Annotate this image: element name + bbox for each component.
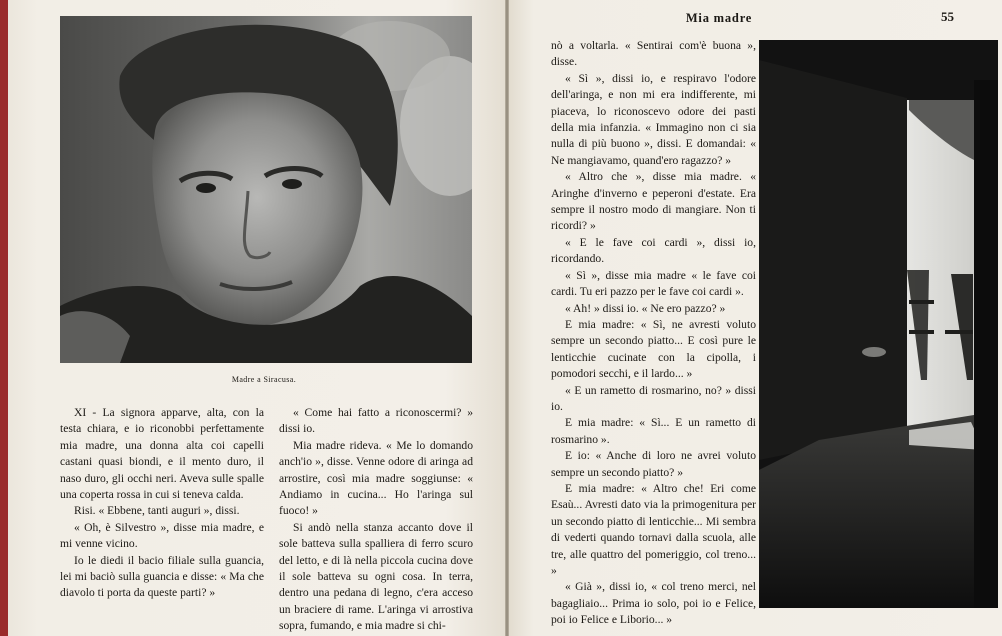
paragraph: E mia madre: « Sì, ne avresti voluto sempre un secondo piatto... E così pure le lenticchie cucinate con la cipolla, i pomodori secchi, e il lardo... »: [551, 317, 756, 381]
paragraph: « Altro che », disse mia madre. « Aringhe d'inverno e peperoni d'estate. Era sempre il nostro modo di mangiare. Non ti ricordi? »: [551, 170, 756, 233]
right-page: [509, 0, 1002, 636]
portrait-image: [60, 16, 472, 363]
paragraph: E mia madre: « Altro che! Eri come Esaù... Avresti dato via la primogenitura per un secondo piatto di lenticchie... Mi sembra di vederti quando tornavi dalla scuola, alle tre, alle quattro del pomeriggio, col treno... »: [551, 481, 756, 577]
paragraph: E mia madre: « Sì... E un rametto di rosmarino ».: [551, 416, 756, 446]
left-page: [8, 0, 505, 636]
paragraph: nò a voltarla. « Sentirai com'è buona », disse.: [551, 39, 756, 69]
doorway-photo: [759, 40, 998, 608]
paragraph: Mia madre rideva. « Me lo domando anch'io », disse. Venne odore di aringa ad arrostire, così mia madre soggiunse: « Andiamo in cucina... Ho l'aringa sul fuoco! »: [279, 438, 473, 518]
right-text-column: [551, 38, 756, 629]
doorway-image: [759, 40, 998, 608]
paragraph: « E un rametto di rosmarino, no? » dissi io.: [551, 383, 756, 413]
paragraph: « Sì », dissi io, e respiravo l'odore dell'aringa, e non mi era indifferente, mi piaceva, lo riconoscevo odore dei pasti della mia infanzia. « Immagino non ci sia nulla di più buono », dissi. E domandai: « Ne mangiavamo, quand'ero ragazzo? »: [551, 71, 756, 167]
paragraph: « Come hai fatto a riconoscermi? » dissi io.: [279, 406, 473, 436]
paragraph: E io: « Anche di loro ne avrei voluto sempre un secondo piatto? »: [551, 449, 756, 479]
paragraph: Si andò nella stanza accanto dove il sole batteva sulla spalliera di ferro scuro del letto, e di là nella piccola cucina dove il sole batteva su ogni cosa. In terra, dentro una pedana di legno, c'era acceso un braciere di rame. L'aringa vi arrostiva sopra, fumando, e mia madre si chi-: [279, 520, 473, 633]
photo-caption: Madre a Siracusa.: [231, 375, 297, 384]
paragraph: « E le fave coi cardi », dissi io, ricordando.: [551, 235, 756, 266]
paragraph: « Oh, è Silvestro », disse mia madre, e mi venne vicino.: [60, 520, 264, 551]
paragraph: Io le diedi il bacio filiale sulla guancia, lei mi baciò sulla guancia e disse: « Ma che diavolo ti porta da queste parti? »: [60, 553, 264, 600]
left-text-column-2: [279, 405, 473, 635]
running-head: Mia madre: [685, 11, 753, 25]
page-number: 55: [941, 9, 954, 24]
paragraph: « Ah! » dissi io. « Ne ero pazzo? »: [565, 301, 726, 315]
paragraph: XI - La signora apparve, alta, con la testa chiara, e io riconobbi perfettamente mia madre, una donna alta coi capelli castani quasi biondi, e il mento duro, il naso duro, gli occhi neri. Aveva sulle spalle una coperta rossa in cui si teneva calda.: [60, 406, 264, 502]
left-text-column-1: [60, 405, 264, 602]
paragraph: « Già », dissi io, « col treno merci, nel bagagliaio... Prima io solo, poi io e Felice, poi io Felice e Liborio... »: [551, 580, 756, 627]
paragraph: « Sì », disse mia madre « le fave coi cardi. Tu eri pazzo per le fave coi cardi ».: [551, 268, 756, 299]
portrait-photo: [60, 16, 472, 363]
paragraph: Risi. « Ebbene, tanti auguri », dissi.: [74, 504, 240, 518]
